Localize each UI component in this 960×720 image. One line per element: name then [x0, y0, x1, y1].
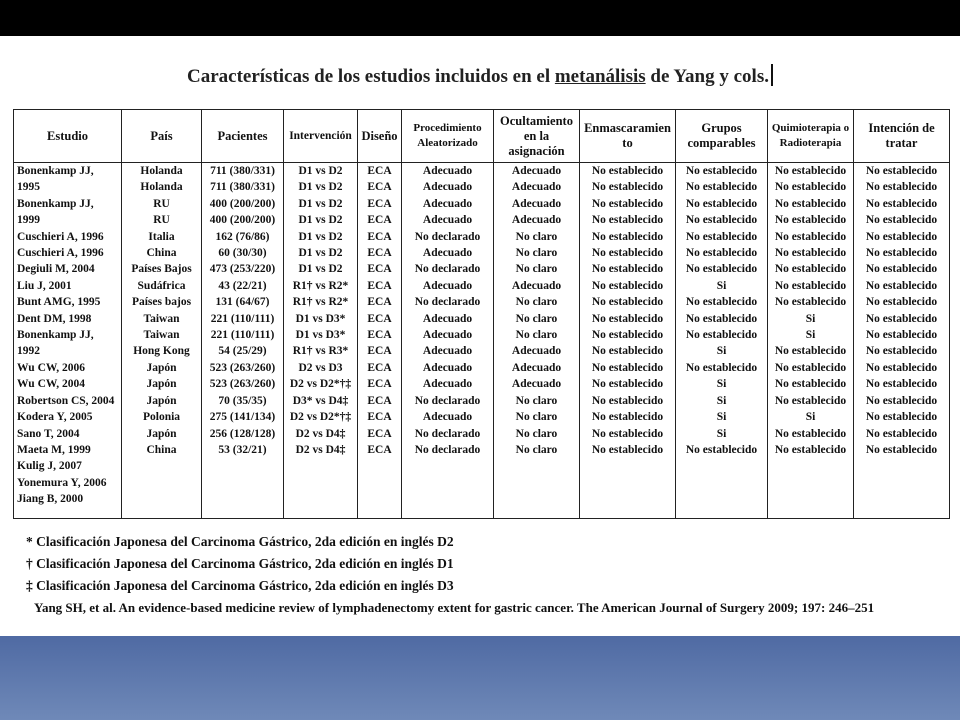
cell-intervencion-16: D2 vs D4‡: [295, 427, 346, 440]
cell-procedimiento-4: No declarado: [414, 230, 481, 243]
cell-diseno-1: ECA: [367, 181, 392, 194]
cell-quimio-2: No establecido: [774, 197, 847, 210]
cell-studies-3: 1999: [17, 214, 40, 227]
cell-diseno-13: ECA: [367, 378, 392, 391]
cell-studies-8: Bunt AMG, 1995: [17, 296, 101, 309]
cell-intencion-16: No establecido: [865, 427, 938, 440]
cell-enmascaramiento-1: No establecido: [591, 181, 664, 194]
cell-quimio-6: No establecido: [774, 263, 847, 276]
cell-paises-13: Japón: [146, 378, 177, 391]
cell-grupos-11: Si: [716, 345, 727, 358]
cell-grupos-12: No establecido: [685, 361, 758, 374]
cell-quimio-16: No establecido: [774, 427, 847, 440]
cell-intervencion-5: D1 vs D2: [298, 247, 343, 260]
cell-pacientes-5: 60 (30/30): [218, 247, 267, 260]
cell-intencion-14: No establecido: [865, 394, 938, 407]
cell-ocultamiento-2: Adecuado: [511, 197, 562, 210]
cell-pacientes-1: 711 (380/331): [210, 181, 275, 194]
header-pais: País: [122, 110, 202, 163]
cell-enmascaramiento-13: No establecido: [591, 378, 664, 391]
cell-intervencion-0: D1 vs D2: [298, 165, 343, 177]
cell-ocultamiento-14: No claro: [515, 394, 558, 407]
cell-quimio-5: No establecido: [774, 247, 847, 260]
cell-pacientes-9: 221 (110/111): [210, 312, 275, 325]
cell-paises-12: Japón: [146, 361, 177, 374]
cell-grupos-10: No establecido: [685, 329, 758, 342]
studies-table: [13, 109, 950, 519]
cell-pacientes-6: 473 (253/220): [209, 263, 276, 276]
cell-intencion-7: No establecido: [865, 279, 938, 292]
cell-diseno-6: ECA: [367, 263, 392, 276]
cell-intencion-6: No establecido: [865, 263, 938, 276]
cell-quimio-8: No establecido: [774, 296, 847, 309]
cell-grupos-4: No establecido: [685, 230, 758, 243]
cell-diseno-2: ECA: [367, 197, 392, 210]
cell-quimio-1: No establecido: [774, 181, 847, 194]
cell-pacientes-8: 131 (64/67): [215, 296, 270, 309]
header-intervencion: Intervención: [284, 110, 358, 163]
cell-studies-1: 1995: [17, 181, 40, 194]
cell-paises-9: Taiwan: [143, 312, 180, 325]
cell-intervencion-4: D1 vs D2: [298, 230, 343, 243]
cell-enmascaramiento-8: No establecido: [591, 296, 664, 309]
table-body-row: [14, 163, 950, 519]
cell-grupos-1: No establecido: [685, 181, 758, 194]
cell-paises-10: Taiwan: [143, 329, 180, 342]
cell-grupos-2: No establecido: [685, 197, 758, 210]
cell-paises-5: China: [146, 247, 177, 260]
title-suffix: de Yang y cols.: [645, 66, 769, 87]
cell-ocultamiento-4: No claro: [515, 230, 558, 243]
cell-quimio-4: No establecido: [774, 230, 847, 243]
cell-diseno-15: ECA: [367, 411, 392, 424]
cell-intencion-1: No establecido: [865, 181, 938, 194]
cell-pacientes-0: 711 (380/331): [210, 165, 275, 177]
header-procedimiento: Procedimiento Aleatorizado: [402, 110, 494, 163]
cell-quimio-9: Si: [805, 312, 816, 325]
cell-quimio-3: No establecido: [774, 214, 847, 227]
cell-enmascaramiento-12: No establecido: [591, 361, 664, 374]
cell-grupos-7: Si: [716, 279, 727, 292]
cell-paises-11: Hong Kong: [133, 345, 190, 358]
cell-studies-13: Wu CW, 2004: [17, 378, 86, 391]
cell-intencion-9: No establecido: [865, 312, 938, 325]
col-ocultamiento: [494, 163, 580, 519]
cell-diseno-16: ECA: [367, 427, 392, 440]
cell-studies-2: Bonenkamp JJ,: [17, 197, 94, 210]
cell-pacientes-13: 523 (263/260): [209, 378, 276, 391]
cell-grupos-6: No establecido: [685, 263, 758, 276]
col-pacientes: [202, 163, 284, 519]
cell-grupos-0: No establecido: [685, 165, 758, 177]
cell-pacientes-15: 275 (141/134): [209, 411, 276, 424]
cell-procedimiento-6: No declarado: [414, 263, 481, 276]
cell-grupos-3: No establecido: [685, 214, 758, 227]
cell-intencion-5: No establecido: [865, 247, 938, 260]
title-prefix: Características de los estudios incluidos en el: [187, 66, 555, 87]
cell-paises-0: Holanda: [140, 165, 183, 177]
cell-quimio-15: Si: [805, 411, 816, 424]
cell-intencion-17: No establecido: [865, 443, 938, 456]
cell-enmascaramiento-9: No establecido: [591, 312, 664, 325]
col-intencion: [854, 163, 950, 519]
cell-intervencion-2: D1 vs D2: [298, 197, 343, 210]
cell-pacientes-2: 400 (200/200): [209, 197, 276, 210]
slide-title: [0, 64, 960, 88]
cell-studies-0: Bonenkamp JJ,: [17, 165, 94, 177]
cell-pacientes-3: 400 (200/200): [209, 214, 276, 227]
cell-ocultamiento-5: No claro: [515, 247, 558, 260]
header-quimio: Quimioterapia o Radioterapia: [768, 110, 854, 163]
cell-quimio-14: No establecido: [774, 394, 847, 407]
cell-enmascaramiento-5: No establecido: [591, 247, 664, 260]
cell-ocultamiento-15: No claro: [515, 411, 558, 424]
header-intencion: Intención de tratar: [854, 110, 950, 163]
top-black-bar: [0, 0, 960, 36]
cell-procedimiento-7: Adecuado: [422, 279, 473, 292]
cell-pacientes-11: 54 (25/29): [218, 345, 267, 358]
cell-procedimiento-11: Adecuado: [422, 345, 473, 358]
cell-intervencion-14: D3* vs D4‡: [292, 394, 349, 407]
cell-diseno-12: ECA: [367, 361, 392, 374]
cell-studies-14: Robertson CS, 2004: [17, 394, 115, 407]
cell-paises-7: Sudáfrica: [137, 279, 186, 292]
cell-studies-17: Maeta M, 1999: [17, 443, 91, 456]
cell-quimio-11: No establecido: [774, 345, 847, 358]
cell-diseno-14: ECA: [367, 394, 392, 407]
footnote-asterisk: * Clasificación Japonesa del Carcinoma Gástrico, 2da edición en inglés D2: [26, 534, 454, 549]
cell-paises-16: Japón: [146, 427, 177, 440]
cell-diseno-4: ECA: [367, 230, 392, 243]
cell-intervencion-9: D1 vs D3*: [295, 312, 346, 325]
cell-procedimiento-10: Adecuado: [422, 329, 473, 342]
cell-ocultamiento-6: No claro: [515, 263, 558, 276]
cell-procedimiento-1: Adecuado: [422, 181, 473, 194]
cell-ocultamiento-3: Adecuado: [511, 214, 562, 227]
col-intervencion: [284, 163, 358, 519]
cell-intervencion-7: R1† vs R2*: [292, 279, 349, 292]
cell-studies-5: Cuschieri A, 1996: [17, 247, 104, 260]
cell-enmascaramiento-3: No establecido: [591, 214, 664, 227]
cell-diseno-5: ECA: [367, 247, 392, 260]
cell-diseno-3: ECA: [367, 214, 392, 227]
cell-grupos-14: Si: [716, 394, 727, 407]
cell-pacientes-7: 43 (22/21): [218, 279, 267, 292]
cell-enmascaramiento-14: No establecido: [591, 394, 664, 407]
cell-grupos-9: No establecido: [685, 312, 758, 325]
cell-ocultamiento-17: No claro: [515, 443, 558, 456]
cell-diseno-10: ECA: [367, 329, 392, 342]
cell-grupos-15: Si: [716, 411, 727, 424]
cell-ocultamiento-9: No claro: [515, 312, 558, 325]
cell-procedimiento-8: No declarado: [414, 296, 481, 309]
header-grupos: Grupos comparables: [676, 110, 768, 163]
cell-studies-20: Jiang B, 2000: [17, 493, 84, 506]
cell-paises-6: Países Bajos: [131, 263, 192, 276]
cell-intervencion-12: D2 vs D3: [298, 361, 343, 374]
cell-studies-18: Kulig J, 2007: [17, 460, 82, 473]
cell-paises-4: Italia: [148, 230, 175, 243]
header-row: [14, 110, 950, 163]
cell-procedimiento-16: No declarado: [414, 427, 481, 440]
cell-studies-19: Yonemura Y, 2006: [17, 476, 107, 489]
col-grupos: [676, 163, 768, 519]
cell-ocultamiento-16: No claro: [515, 427, 558, 440]
cell-intervencion-6: D1 vs D2: [298, 263, 343, 276]
cell-procedimiento-0: Adecuado: [422, 165, 473, 177]
cell-enmascaramiento-6: No establecido: [591, 263, 664, 276]
col-pais: [122, 163, 202, 519]
cell-enmascaramiento-7: No establecido: [591, 279, 664, 292]
cell-studies-11: 1992: [17, 345, 40, 358]
cell-intencion-8: No establecido: [865, 296, 938, 309]
cell-intervencion-8: R1† vs R2*: [292, 296, 349, 309]
cell-enmascaramiento-17: No establecido: [591, 443, 664, 456]
cell-diseno-17: ECA: [367, 443, 392, 456]
cell-ocultamiento-12: Adecuado: [511, 361, 562, 374]
footnotes: [26, 531, 875, 619]
cell-enmascaramiento-16: No establecido: [591, 427, 664, 440]
cell-ocultamiento-10: No claro: [515, 329, 558, 342]
cell-enmascaramiento-0: No establecido: [591, 165, 664, 177]
cell-grupos-5: No establecido: [685, 247, 758, 260]
cell-pacientes-10: 221 (110/111): [210, 329, 275, 342]
cell-studies-10: Bonenkamp JJ,: [17, 329, 94, 342]
title-underlined-word: metanálisis: [554, 66, 646, 87]
cell-enmascaramiento-11: No establecido: [591, 345, 664, 358]
cell-ocultamiento-0: Adecuado: [511, 165, 562, 177]
cell-intervencion-10: D1 vs D3*: [295, 329, 346, 342]
cell-diseno-8: ECA: [367, 296, 392, 309]
cell-intencion-10: No establecido: [865, 329, 938, 342]
cell-pacientes-16: 256 (128/128): [209, 427, 276, 440]
cell-grupos-13: Si: [716, 378, 727, 391]
cell-studies-4: Cuschieri A, 1996: [17, 230, 104, 243]
cell-ocultamiento-13: Adecuado: [511, 378, 562, 391]
header-diseno: Diseño: [358, 110, 402, 163]
cell-procedimiento-5: Adecuado: [422, 247, 473, 260]
col-estudio: [14, 163, 122, 519]
cell-intervencion-1: D1 vs D2: [298, 181, 343, 194]
col-quimio: [768, 163, 854, 519]
cell-intencion-0: No establecido: [865, 165, 938, 177]
cell-paises-14: Japón: [146, 394, 177, 407]
cell-studies-9: Dent DM, 1998: [17, 312, 92, 325]
cell-paises-1: Holanda: [140, 181, 183, 194]
cell-procedimiento-17: No declarado: [414, 443, 481, 456]
reference-citation: Yang SH, et al. An evidence-based medicine review of lymphadenectomy extent for gastric cancer. The American Journal of Surgery 2009; 197: 246–251: [34, 600, 875, 615]
header-estudio: Estudio: [14, 110, 122, 163]
cell-quimio-12: No establecido: [774, 361, 847, 374]
cell-enmascaramiento-4: No establecido: [591, 230, 664, 243]
cell-paises-8: Países bajos: [131, 296, 192, 309]
cell-studies-15: Kodera Y, 2005: [17, 411, 93, 424]
cell-procedimiento-12: Adecuado: [422, 361, 473, 374]
col-enmascaramiento: [580, 163, 676, 519]
cell-pacientes-14: 70 (35/35): [218, 394, 267, 407]
cell-paises-17: China: [146, 443, 177, 456]
cell-pacientes-17: 53 (32/21): [218, 443, 267, 456]
cell-procedimiento-9: Adecuado: [422, 312, 473, 325]
cell-diseno-11: ECA: [367, 345, 392, 358]
cell-quimio-10: Si: [805, 329, 816, 342]
footnote-dagger: † Clasificación Japonesa del Carcinoma Gástrico, 2da edición en inglés D1: [26, 556, 454, 571]
header-ocultamiento: Ocultamiento en la asignación: [494, 110, 580, 163]
cell-procedimiento-14: No declarado: [414, 394, 481, 407]
cell-grupos-17: No establecido: [685, 443, 758, 456]
cell-quimio-0: No establecido: [774, 165, 847, 177]
cell-studies-12: Wu CW, 2006: [17, 361, 86, 374]
cell-diseno-9: ECA: [367, 312, 392, 325]
cell-enmascaramiento-2: No establecido: [591, 197, 664, 210]
cell-intervencion-15: D2 vs D2*†‡: [289, 411, 352, 424]
cell-procedimiento-3: Adecuado: [422, 214, 473, 227]
cell-pacientes-12: 523 (263/260): [209, 361, 276, 374]
cell-procedimiento-15: Adecuado: [422, 411, 473, 424]
cell-grupos-8: No establecido: [685, 296, 758, 309]
cell-procedimiento-2: Adecuado: [422, 197, 473, 210]
cell-ocultamiento-1: Adecuado: [511, 181, 562, 194]
cell-diseno-7: ECA: [367, 279, 392, 292]
cell-studies-16: Sano T, 2004: [17, 427, 80, 440]
header-enmascaramiento: Enmascaramien to: [580, 110, 676, 163]
cell-studies-7: Liu J, 2001: [17, 279, 72, 292]
cell-diseno-0: ECA: [367, 165, 392, 177]
bottom-blue-band: [0, 636, 960, 720]
cell-quimio-13: No establecido: [774, 378, 847, 391]
cell-enmascaramiento-10: No establecido: [591, 329, 664, 342]
cell-pacientes-4: 162 (76/86): [215, 230, 270, 243]
cell-intencion-4: No establecido: [865, 230, 938, 243]
cell-quimio-7: No establecido: [774, 279, 847, 292]
cell-paises-2: RU: [153, 197, 170, 210]
col-diseno: [358, 163, 402, 519]
cell-procedimiento-13: Adecuado: [422, 378, 473, 391]
footnote-double-dagger: ‡ Clasificación Japonesa del Carcinoma Gástrico, 2da edición en inglés D3: [26, 578, 454, 593]
cell-intencion-15: No establecido: [865, 411, 938, 424]
cell-grupos-16: Si: [716, 427, 727, 440]
cell-intervencion-11: R1† vs R3*: [292, 345, 349, 358]
cell-intencion-12: No establecido: [865, 361, 938, 374]
cell-intencion-11: No establecido: [865, 345, 938, 358]
text-cursor: [771, 64, 773, 86]
cell-quimio-17: No establecido: [774, 443, 847, 456]
cell-intervencion-13: D2 vs D2*†‡: [289, 378, 352, 391]
cell-studies-6: Degiuli M, 2004: [17, 263, 95, 276]
header-pacientes: Pacientes: [202, 110, 284, 163]
cell-ocultamiento-8: No claro: [515, 296, 558, 309]
cell-paises-3: RU: [153, 214, 170, 227]
cell-intencion-2: No establecido: [865, 197, 938, 210]
cell-enmascaramiento-15: No establecido: [591, 411, 664, 424]
cell-intencion-3: No establecido: [865, 214, 938, 227]
cell-ocultamiento-11: Adecuado: [511, 345, 562, 358]
cell-ocultamiento-7: Adecuado: [511, 279, 562, 292]
col-procedimiento: [402, 163, 494, 519]
cell-intencion-13: No establecido: [865, 378, 938, 391]
cell-intervencion-3: D1 vs D2: [298, 214, 343, 227]
cell-intervencion-17: D2 vs D4‡: [295, 443, 346, 456]
cell-paises-15: Polonia: [142, 411, 181, 424]
